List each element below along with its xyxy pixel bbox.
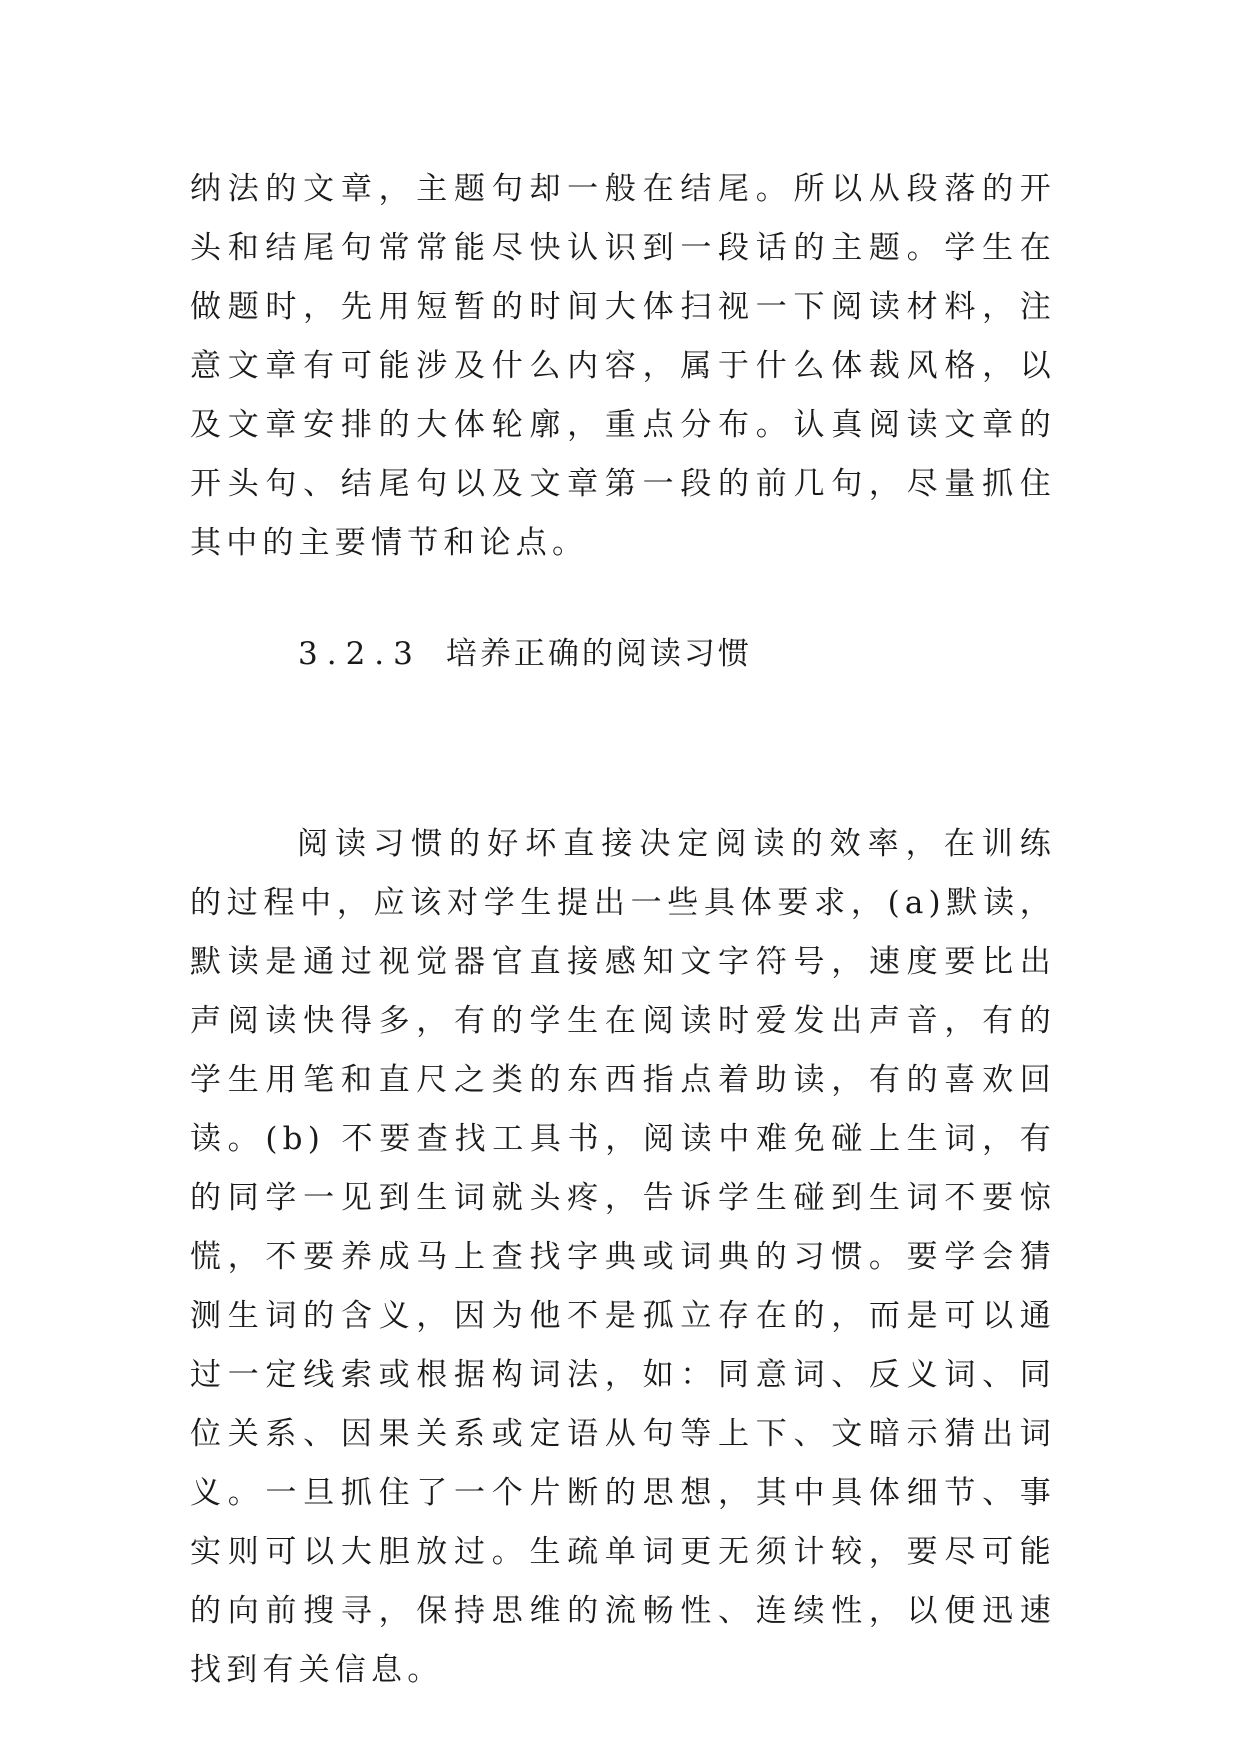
body-paragraph-1: 纳法的文章，主题句却一般在结尾。所以从段落的开头和结尾句常常能尽快认识到一段话的主题。学生在做题时，先用短暂的时间大体扫视一下阅读材料，注意文章有可能涉及什么内容，属于什么体裁风格，以及文章安排的大体轮廓，重点分布。认真阅读文章的开头句、结尾句以及文章第一段的前几句，尽量抓住其中的主要情节和论点。 xyxy=(190,171,1056,561)
section-number: 3.2.3 xyxy=(298,636,422,672)
section-heading xyxy=(298,625,752,684)
section-title: 培养正确的阅读习惯 xyxy=(445,636,752,672)
body-paragraph-2: 阅读习惯的好坏直接决定阅读的效率，在训练的过程中，应该对学生提出一些具体要求，(a)默读，默读是通过视觉器官直接感知文字符号，速度要比出声阅读快得多，有的学生在阅读时爱发出声音，有的学生用笔和直尺之类的东西指点着助读，有的喜欢回读。(b) 不要查找工具书，阅读中难免碰上生词，有的同学一见到生词就头疼，告诉学生碰到生词不要惊慌，不要养成马上查找字典或词典的习惯。要学会猜测生词的含义，因为他不是孤立存在的，而是可以通过一定线索或根据构词法，如：同意词、反义词、同位关系、因果关系或定语从句等上下、文暗示猜出词义。一旦抓住了一个片断的思想，其中具体细节、事实则可以大胆放过。生疏单词更无须计较，要尽可能的向前搜寻，保持思维的流畅性、连续性，以便迅速找到有关信息。 xyxy=(190,826,1056,1688)
